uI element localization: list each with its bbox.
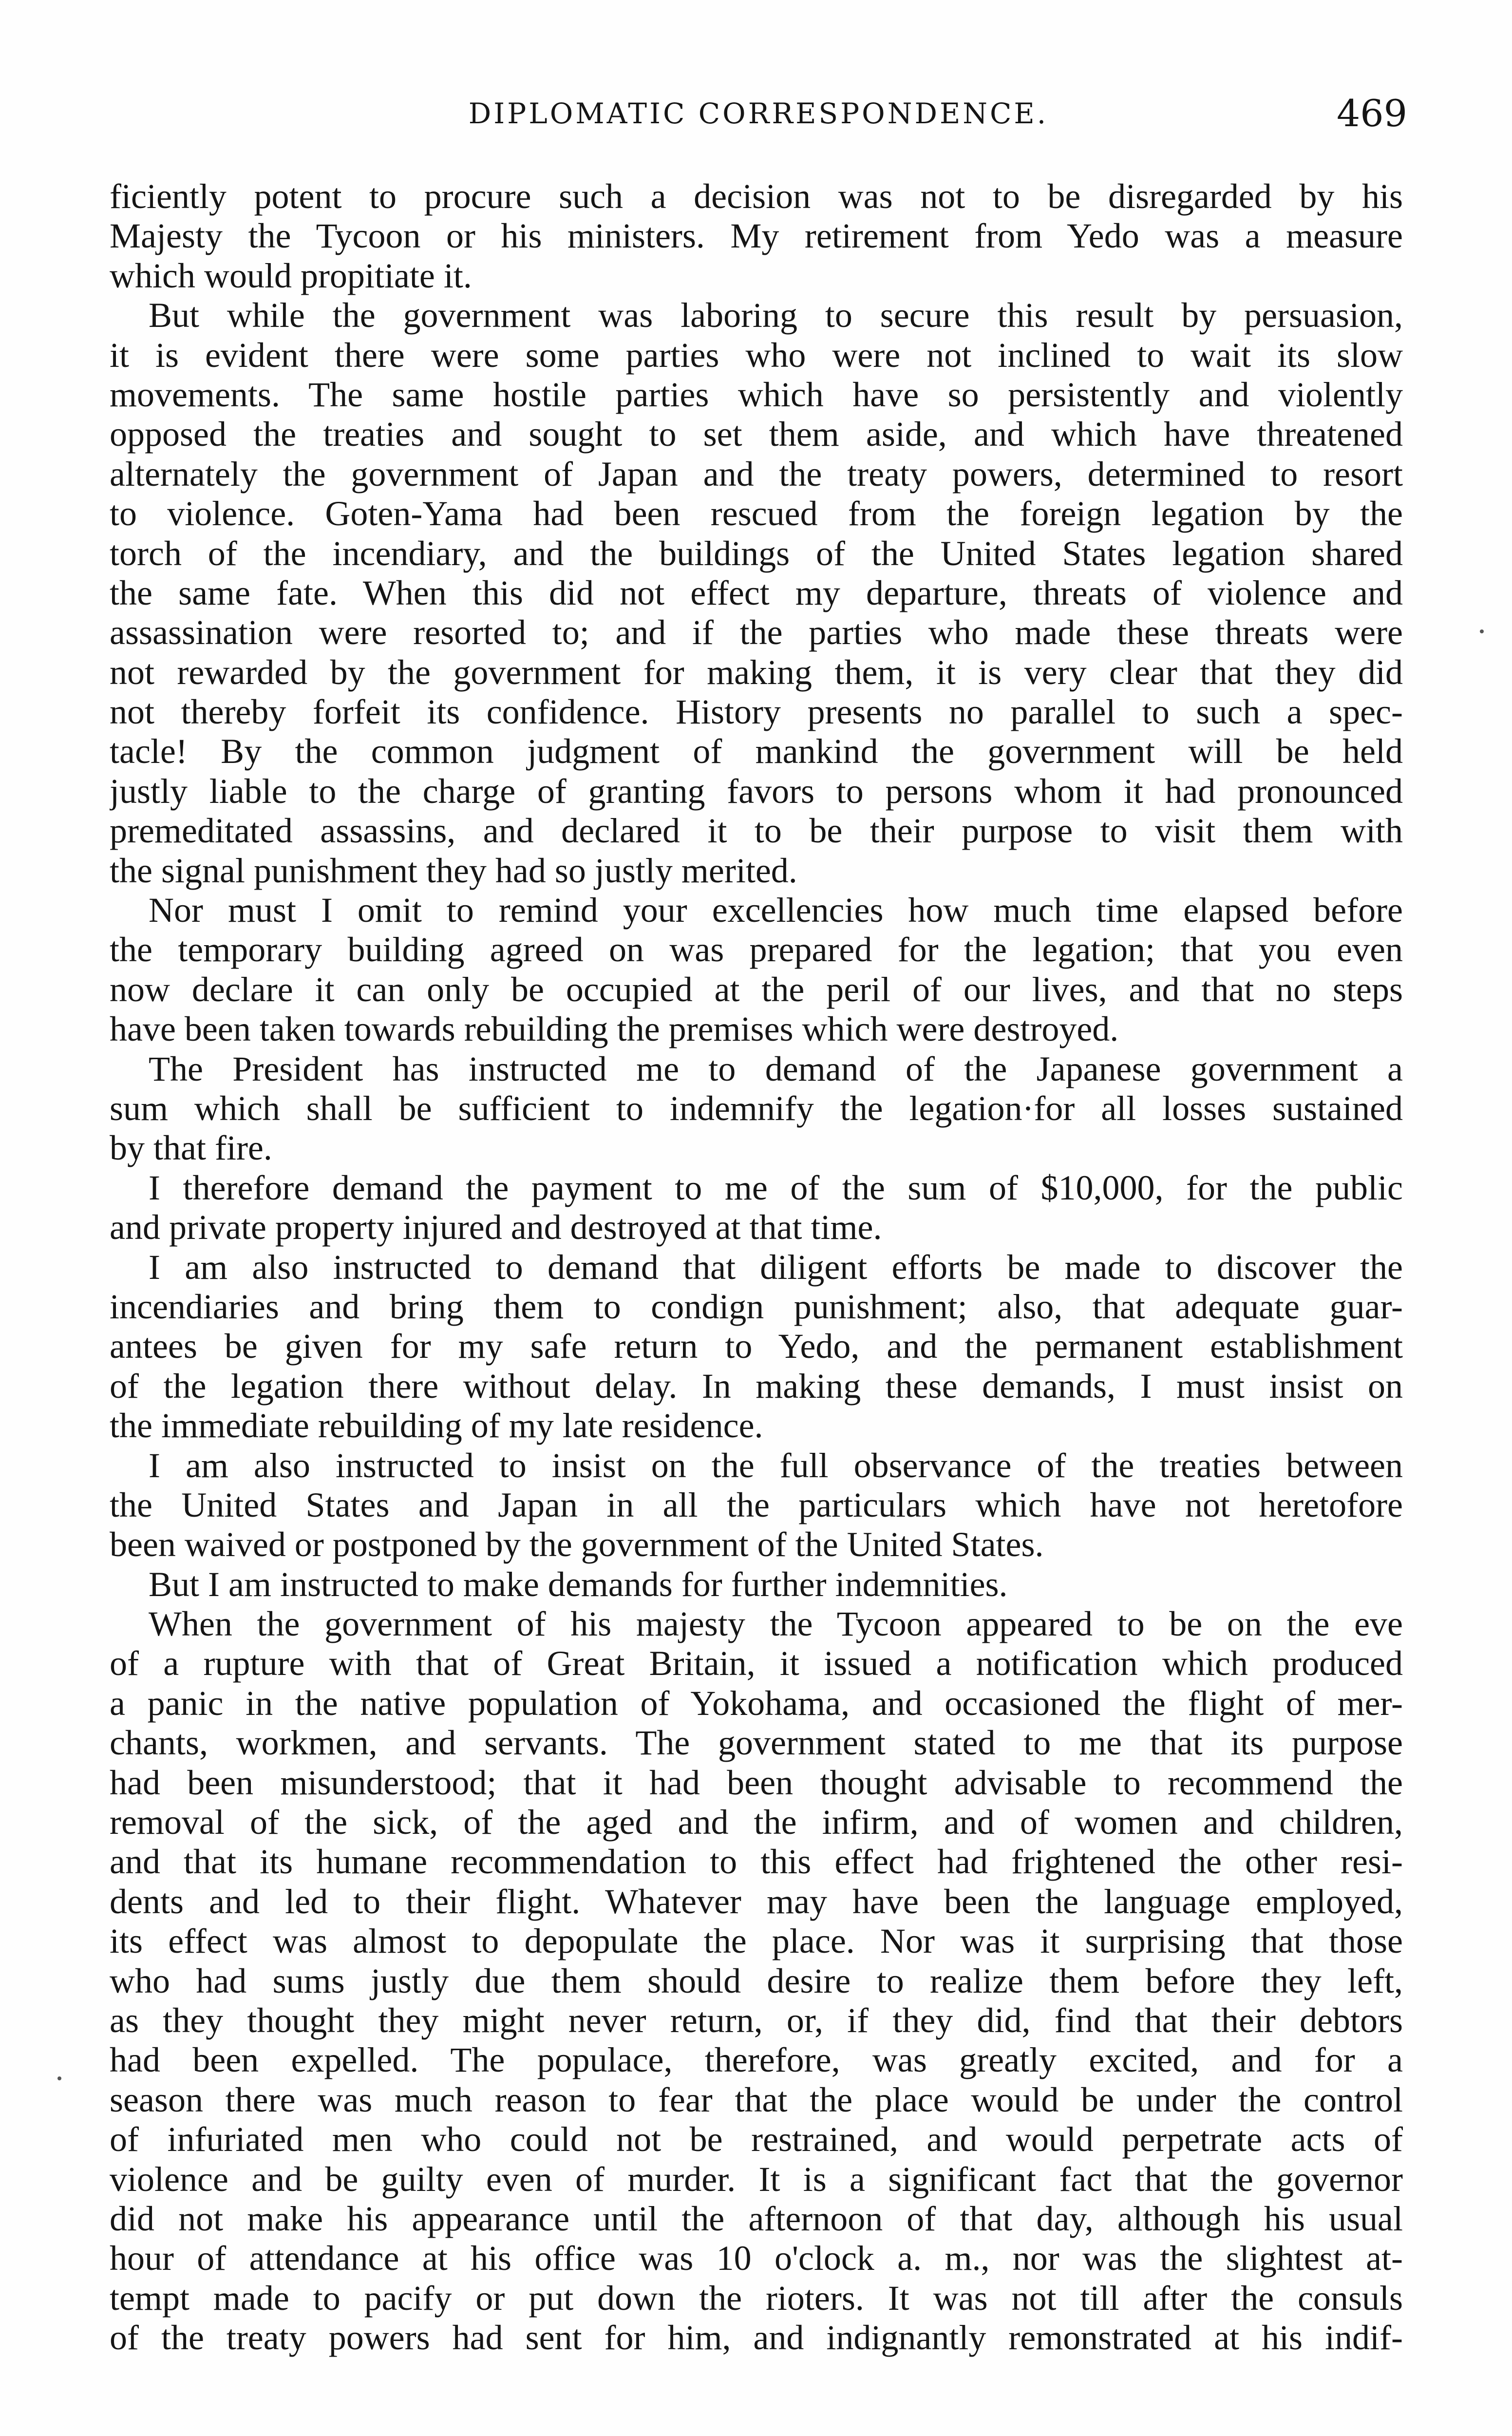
text-line: the immediate rebuilding of my late residence. xyxy=(110,1406,763,1446)
text-line: opposed the treaties and sought to set them aside, and which have threatened xyxy=(110,415,1403,454)
text-line: incendiaries and bring them to condign punishment; also, that adequate guar- xyxy=(110,1287,1403,1326)
text-line: as they thought they might never return, or, if they did, find that their debtors xyxy=(110,2000,1403,2040)
text-line: the same fate. When this did not effect my departure, threats of violence and xyxy=(110,573,1403,612)
text-line: violence and be guilty even of murder. It is a significant fact that the governor xyxy=(110,2159,1403,2199)
text-line: I therefore demand the payment to me of the sum of $10,000, for the public xyxy=(149,1168,1403,1207)
text-line: now declare it can only be occupied at the peril of our lives, and that no steps xyxy=(110,970,1403,1009)
text-line: the temporary building agreed on was prepared for the legation; that you even xyxy=(110,930,1403,970)
text-line: its effect was almost to depopulate the place. Nor was it surprising that those xyxy=(110,1922,1403,1961)
running-title: DIPLOMATIC CORRESPONDENCE. xyxy=(468,97,1049,130)
text-line: chants, workmen, and servants. The government stated to me that its purpose xyxy=(110,1723,1403,1763)
text-line: by that fire. xyxy=(110,1128,272,1168)
text-line: and that its humane recommendation to this effect had frightened the other resi- xyxy=(110,1842,1403,1882)
paragraph xyxy=(110,296,1403,891)
text-line: been waived or postponed by the government of the United States. xyxy=(110,1525,1044,1564)
text-line: Nor must I omit to remind your excellencies how much time elapsed before xyxy=(149,891,1403,930)
text-line: and private property injured and destroyed at that time. xyxy=(110,1208,882,1247)
text-line: it is evident there were some parties who were not inclined to wait its slow xyxy=(110,335,1403,375)
text-line: ficiently potent to procure such a decision was not to be disregarded by his xyxy=(110,177,1403,216)
text-line: who had sums justly due them should desire to realize them before they left, xyxy=(110,1961,1403,2000)
paragraph xyxy=(110,1248,1403,1446)
text-line: had been expelled. The populace, therefore, was greatly excited, and for a xyxy=(110,2040,1403,2080)
text-line: the signal punishment they had so justly merited. xyxy=(110,851,797,890)
text-line: hour of attendance at his office was 10 o'clock a. m., nor was the slightest at- xyxy=(110,2239,1403,2278)
text-line: I am also instructed to demand that diligent efforts be made to discover the xyxy=(149,1247,1403,1287)
text-line: torch of the incendiary, and the buildings of the United States legation shared xyxy=(110,533,1403,573)
text-line: of the legation there without delay. In making these demands, I must insist on xyxy=(110,1366,1403,1406)
text-line: the United States and Japan in all the particulars which have not heretofore xyxy=(110,1485,1403,1524)
paragraph xyxy=(110,1604,1403,2358)
text-line: premeditated assassins, and declared it to be their purpose to visit them with xyxy=(110,811,1403,851)
text-line: removal of the sick, of the aged and the infirm, and of women and children, xyxy=(110,1803,1403,1842)
text-line: sum which shall be sufficient to indemnify the legation·for all losses sustained xyxy=(110,1088,1403,1128)
print-speck xyxy=(1480,629,1484,633)
print-speck xyxy=(57,2076,61,2080)
text-line: Majesty the Tycoon or his ministers. My retirement from Yedo was a measure xyxy=(110,216,1403,256)
text-line: But I am instructed to make demands for further indemnities. xyxy=(149,1564,1008,1604)
page-number: 469 xyxy=(1336,92,1407,135)
text-line: to violence. Goten-Yama had been rescued from the foreign legation by the xyxy=(110,494,1403,533)
text-line: which would propitiate it. xyxy=(110,256,472,295)
paragraph xyxy=(110,1168,1403,1248)
text-line: justly liable to the charge of granting favors to persons whom it had pronounced xyxy=(110,771,1403,811)
paragraph xyxy=(110,1565,1403,1604)
text-line: had been misunderstood; that it had been thought advisable to recommend the xyxy=(110,1763,1403,1802)
text-line: But while the government was laboring to secure this result by persuasion, xyxy=(149,296,1403,335)
text-line: not rewarded by the government for making them, it is very clear that they did xyxy=(110,652,1403,692)
paragraph xyxy=(110,1446,1403,1565)
text-line: a panic in the native population of Yokohama, and occasioned the flight of mer- xyxy=(110,1683,1403,1723)
text-line: tempt made to pacify or put down the rioters. It was not till after the consuls xyxy=(110,2278,1403,2318)
paragraph xyxy=(110,891,1403,1049)
text-line: not thereby forfeit its confidence. History presents no parallel to such a spec- xyxy=(110,692,1403,732)
paragraph xyxy=(110,177,1403,296)
text-line: of a rupture with that of Great Britain, it issued a notification which produced xyxy=(110,1644,1403,1683)
text-line: of the treaty powers had sent for him, and indignantly remonstrated at his indif- xyxy=(110,2318,1403,2358)
text-line: did not make his appearance until the afternoon of that day, although his usual xyxy=(110,2199,1403,2238)
text-line: assassination were resorted to; and if the parties who made these threats were xyxy=(110,613,1403,652)
text-line: When the government of his majesty the Tycoon appeared to be on the eve xyxy=(149,1604,1403,1644)
text-line: The President has instructed me to demand of the Japanese government a xyxy=(149,1049,1403,1088)
text-line: I am also instructed to insist on the full observance of the treaties between xyxy=(149,1446,1403,1485)
text-line: season there was much reason to fear that the place would be under the control xyxy=(110,2080,1403,2119)
text-line: movements. The same hostile parties which have so persistently and violently xyxy=(110,375,1403,414)
text-line: alternately the government of Japan and the treaty powers, determined to resort xyxy=(110,454,1403,494)
text-line: of infuriated men who could not be restrained, and would perpetrate acts of xyxy=(110,2120,1403,2159)
paragraph xyxy=(110,1049,1403,1168)
text-line: have been taken towards rebuilding the premises which were destroyed. xyxy=(110,1009,1119,1049)
text-line: tacle! By the common judgment of mankind the government will be held xyxy=(110,732,1403,771)
text-line: antees be given for my safe return to Yedo, and the permanent establishment xyxy=(110,1327,1403,1366)
body-text xyxy=(110,177,1403,2358)
text-line: dents and led to their flight. Whatever may have been the language employed, xyxy=(110,1882,1403,1921)
page-header xyxy=(110,92,1407,135)
